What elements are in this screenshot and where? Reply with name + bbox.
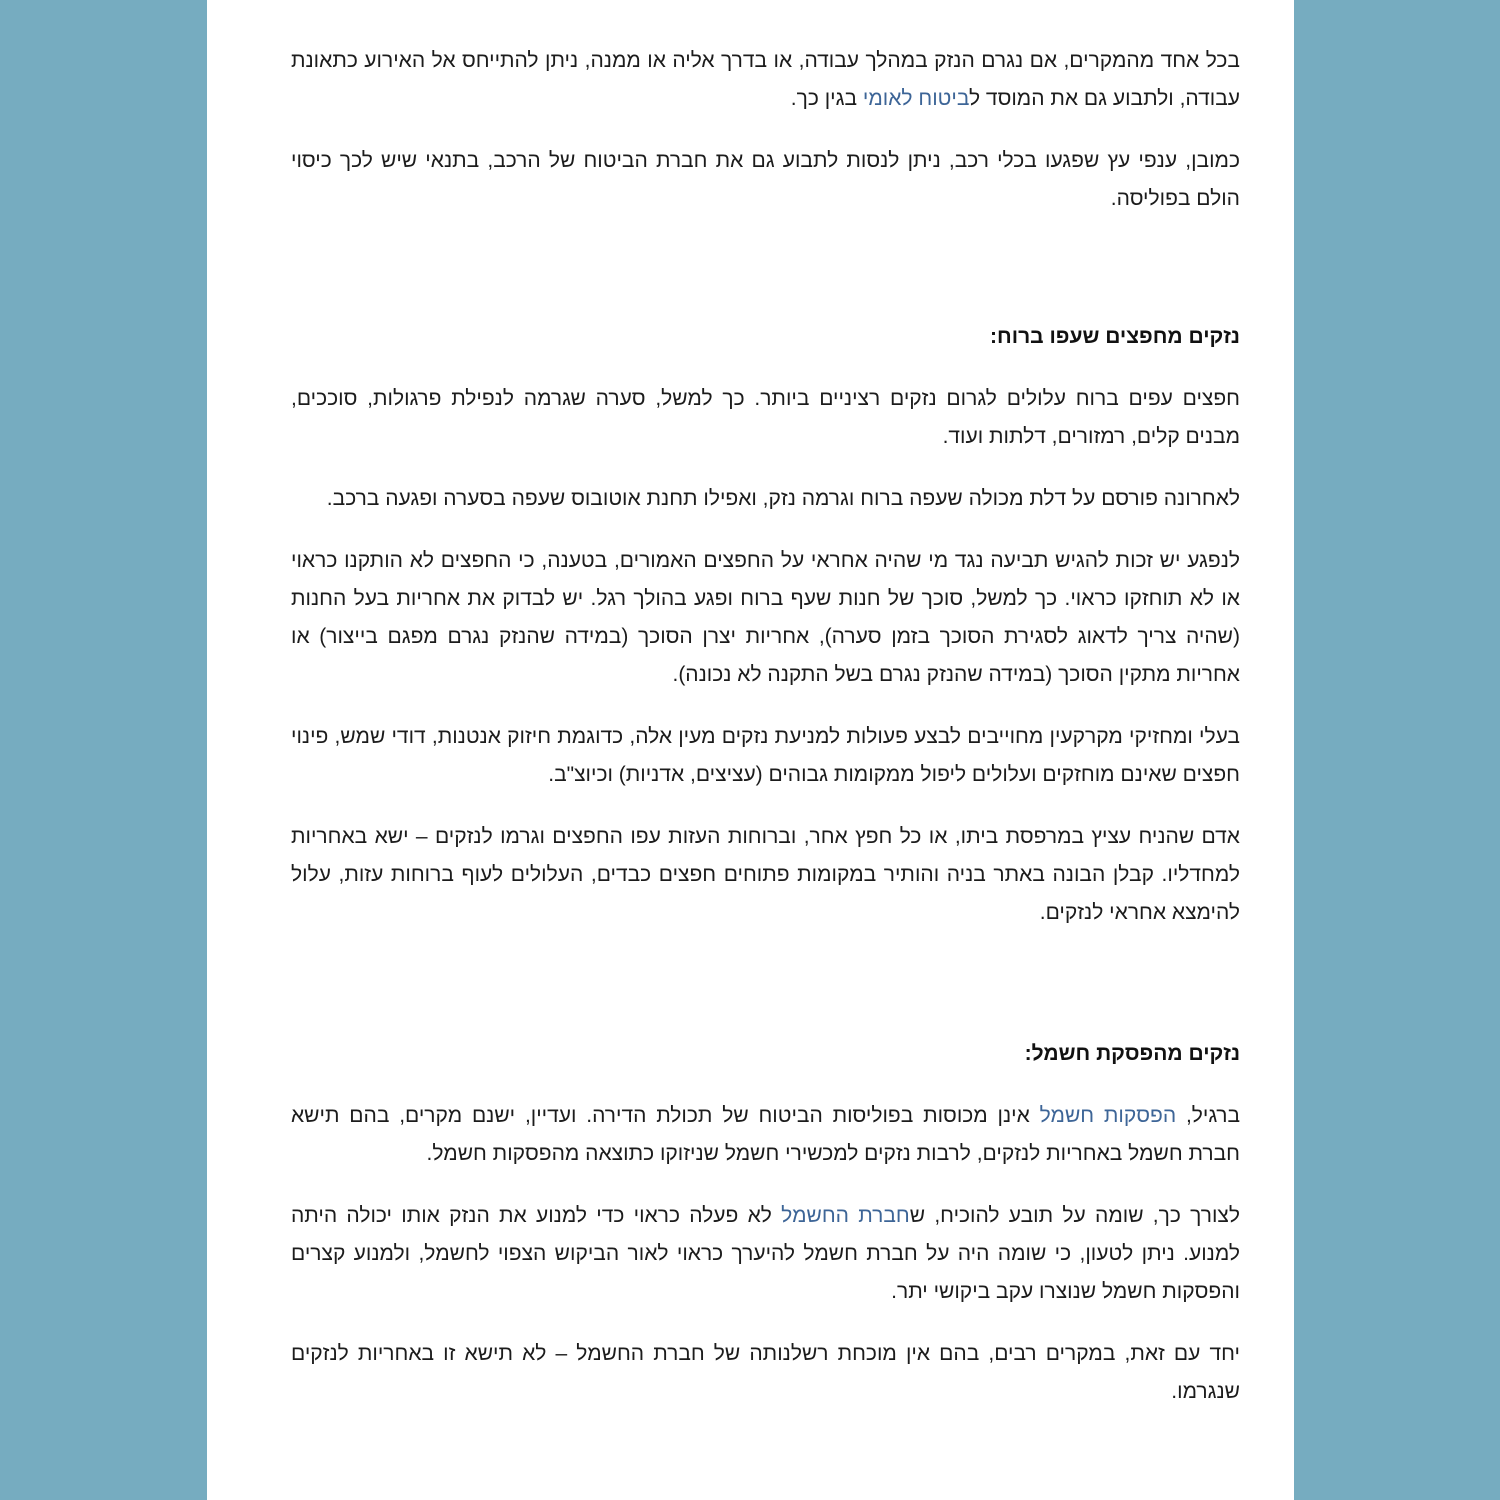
paragraph-property-owners: בעלי ומחזיקי מקרקעין מחוייבים לבצע פעולות למניעת נזקים מעין אלה, כדוגמת חיזוק אנטנות, דודי שמש, פינוי חפצים שאינם מוחזקים ועלולים ליפול ממקומות גבוהים (עציצים, אדניות) וכיוצ"ב. (291, 725, 1240, 786)
paragraph-text: לא פעלה כראוי כדי למנוע את הנזק אותו יכולה היתה למנוע. ניתן לטעון, כי שומה היה על חברת חשמל להיערך כראוי לאור הביקוש הצפוי לחשמל, ולמנוע קצרים והפסקות חשמל שנוצרו עקב ביקושי יתר. (291, 1204, 1240, 1303)
paragraph-vehicle-insurance: כמובן, ענפי עץ שפגעו בכלי רכב, ניתן לנסות לתבוע גם את חברת הביטוח של הרכב, בתנאי שיש לכך כיסוי הולם בפוליסה. (291, 149, 1240, 210)
paragraph-balcony-pot: אדם שהניח עציץ במרפסת ביתו, או כל חפץ אחר, וברוחות העזות עפו החפצים וגרמו לנזקים – ישא באחריות למחדליו. קבלן הבונה באתר בניה והותיר במקומות פתוחים חפצים כבדים, העלולים לעוף ברוחות עזות, עלול להימצא אחראי לנזקים. (291, 825, 1240, 924)
paragraph-wind-objects: חפצים עפים ברוח עלולים לגרום נזקים רציניים ביותר. כך למשל, סערה שגרמה לנפילת פרגולות, סוככים, מבנים קלים, רמזורים, דלתות ועוד. (291, 387, 1240, 448)
link-electric-company[interactable]: חברת החשמל (781, 1204, 910, 1227)
paragraph-text: לצורך כך, שומה על תובע להוכיח, ש (909, 1204, 1240, 1227)
article-body (291, 42, 1240, 1435)
paragraph-text: בגין כך. (790, 87, 863, 110)
link-power-outages[interactable]: הפסקות חשמל (1039, 1104, 1177, 1127)
paragraph-text: בכל אחד מהמקרים, אם נגרם הנזק במהלך עבודה, או בדרך אליה או ממנה, ניתן להתייחס אל האירוע כתאונת עבודה, ולתבוע גם את המוסד ל (291, 49, 1240, 110)
heading-power-outage: נזקים מהפסקת חשמל: (1024, 1042, 1240, 1065)
paragraph-container-door: לאחרונה פורסם על דלת מכולה שעפה ברוח וגרמה נזק, ואפילו תחנת אוטובוס שעפה בסערה ופגעה ברכב. (326, 487, 1240, 510)
link-national-insurance[interactable]: ביטוח לאומי (862, 87, 970, 110)
paragraph-outage-coverage (291, 1097, 1240, 1173)
heading-wind-damage: נזקים מחפצים שעפו ברוח: (990, 325, 1240, 348)
paragraph-no-negligence: יחד עם זאת, במקרים רבים, בהם אין מוכחת רשלנותה של חברת החשמל – לא תישא זו באחריות לנזקים שנגרמו. (291, 1342, 1240, 1403)
paragraph-work-accident (291, 42, 1240, 118)
document-page (207, 0, 1294, 1500)
paragraph-burden-of-proof (291, 1197, 1240, 1311)
section-spacer (291, 242, 1240, 318)
paragraph-text: אינן מכוסות בפוליסות הביטוח של תכולת הדירה. ועדיין, ישנם מקרים, בהם תישא חברת חשמל באחריות לנזקים, לרבות נזקים למכשירי חשמל שניזוקו כתוצאה מהפסקות חשמל. (291, 1104, 1240, 1165)
section-spacer (291, 956, 1240, 1035)
paragraph-liability-claim: לנפגע יש זכות להגיש תביעה נגד מי שהיה אחראי על החפצים האמורים, בטענה, כי החפצים לא הותקנו כראוי או לא תוחזקו כראוי. כך למשל, סוכך של חנות שעף ברוח ופגע בהולך רגל. יש לבדוק את אחריות בעל החנות (שהיה צריך לדאוג לסגירת הסוכך בזמן סערה), אחריות יצרן הסוכך (במידה שהנזק נגרם מפגם בייצור) או אחריות מתקין הסוכך (במידה שהנזק נגרם בשל התקנה לא נכונה). (291, 549, 1240, 686)
paragraph-text: ברגיל, (1176, 1104, 1241, 1127)
